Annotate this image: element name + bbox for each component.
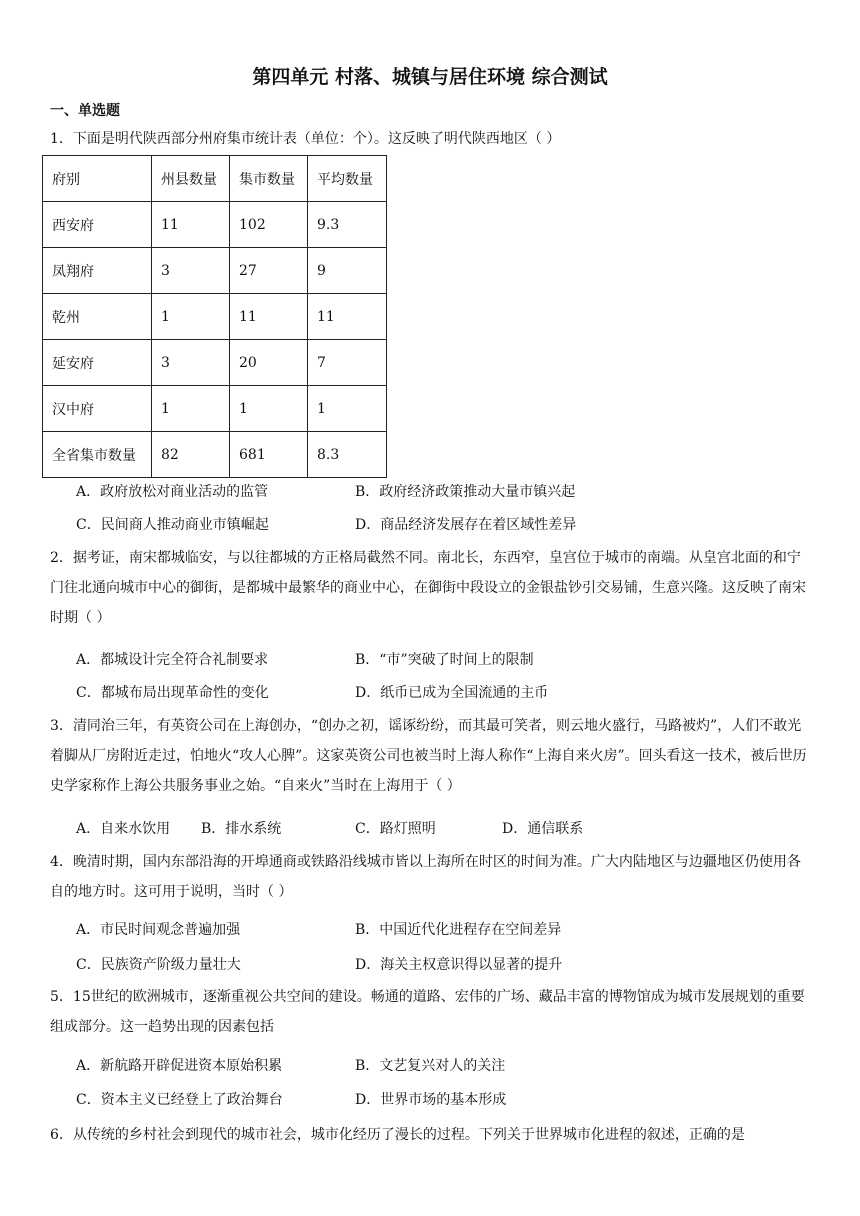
table-row [43, 340, 387, 386]
table-cell: 3 [152, 248, 230, 294]
question-5-option-b: B．文艺复兴对人的关注 [355, 1058, 506, 1074]
table-cell: 681 [230, 432, 308, 478]
table-cell: 1 [230, 386, 308, 432]
question-3-option-a: A．自来水饮用 [76, 821, 171, 837]
question-1-option-b: B．政府经济政策推动大量市镇兴起 [355, 484, 576, 500]
table-cell: 西安府 [43, 202, 152, 248]
table-cell: 20 [230, 340, 308, 386]
table-cell: 11 [152, 202, 230, 248]
table-cell: 平均数量 [308, 156, 387, 202]
section-heading: 一、单选题 [50, 103, 120, 119]
question-2-option-a: A．都城设计完全符合礼制要求 [76, 652, 269, 668]
table-cell: 102 [230, 202, 308, 248]
question-4-option-b: B．中国近代化进程存在空间差异 [355, 922, 562, 938]
question-4-option-c: C．民族资产阶级力量壮大 [76, 957, 241, 973]
question-2-option-d: D．纸币已成为全国流通的主币 [355, 685, 549, 701]
table-row [43, 432, 387, 478]
question-3-option-b: B．排水系统 [201, 821, 282, 837]
table-cell: 9 [308, 248, 387, 294]
question-4-stem: 4．晚清时期，国内东部沿海的开埠通商或铁路沿线城市皆以上海所在时区的时间为准。广大内陆地区与边疆地区仍使用各自的地方时。这可用于说明，当时（ ） [50, 854, 801, 900]
question-3-option-d: D．通信联系 [502, 821, 584, 837]
question-5-option-c: C．资本主义已经登上了政治舞台 [76, 1092, 283, 1108]
table-cell: 1 [308, 386, 387, 432]
question-3-stem: 3．清同治三年，有英资公司在上海创办，“创办之初，谣诼纷纷，而其最可笑者，则云地火盛行，马路被灼”，人们不敢光着脚从厂房附近走过，怕地火“攻人心脾”。这家英资公司也被当时上海人称作“上海自来火房”。回头看这一技术，被后世历史学家称作上海公共服务事业之始。“自来火”当时在上海用于（ ） [50, 718, 807, 794]
table-cell: 11 [230, 294, 308, 340]
table-cell: 延安府 [43, 340, 152, 386]
table-cell: 8.3 [308, 432, 387, 478]
table-cell: 1 [152, 386, 230, 432]
table-cell: 7 [308, 340, 387, 386]
table-row [43, 202, 387, 248]
table-cell: 凤翔府 [43, 248, 152, 294]
table-cell: 全省集市数量 [43, 432, 152, 478]
table-row [43, 156, 387, 202]
table-row [43, 386, 387, 432]
question-3-option-c: C．路灯照明 [355, 821, 436, 837]
table-cell: 27 [230, 248, 308, 294]
table-cell: 1 [152, 294, 230, 340]
question-5-option-d: D．世界市场的基本形成 [355, 1092, 507, 1108]
table-cell: 集市数量 [230, 156, 308, 202]
question-1-stem: 1．下面是明代陕西部分州府集市统计表（单位：个）。这反映了明代陕西地区（ ） [50, 131, 561, 147]
question-2-stem: 2．据考证，南宋都城临安，与以往都城的方正格局截然不同。南北长，东西窄，皇宫位于城市的南端。从皇宫北面的和宁门往北通向城市中心的御街，是都城中最繁华的商业中心，在御街中段设立的金银盐钞引交易铺，生意兴隆。这反映了南宋时期（ ） [50, 550, 806, 626]
market-statistics-table [42, 155, 387, 478]
question-1-option-a: A．政府放松对商业活动的监管 [76, 484, 269, 500]
table-cell: 11 [308, 294, 387, 340]
table-cell: 州县数量 [152, 156, 230, 202]
question-1-option-c: C．民间商人推动商业市镇崛起 [76, 517, 269, 533]
question-2-option-b: B．“市”突破了时间上的限制 [355, 652, 534, 668]
question-5-option-a: A．新航路开辟促进资本原始积累 [76, 1058, 283, 1074]
page-title: 第四单元 村落、城镇与居住环境 综合测试 [252, 66, 608, 88]
question-4-option-d: D．海关主权意识得以显著的提升 [355, 957, 563, 973]
table-row [43, 294, 387, 340]
table-cell: 府别 [43, 156, 152, 202]
table-cell: 9.3 [308, 202, 387, 248]
question-6-stem: 6．从传统的乡村社会到现代的城市社会，城市化经历了漫长的过程。下列关于世界城市化进程的叙述，正确的是 [50, 1127, 745, 1143]
table-cell: 3 [152, 340, 230, 386]
question-4-option-a: A．市民时间观念普遍加强 [76, 922, 241, 938]
question-5-stem: 5．15世纪的欧洲城市，逐渐重视公共空间的建设。畅通的道路、宏伟的广场、藏品丰富的博物馆成为城市发展规划的重要组成部分。这一趋势出现的因素包括 [50, 989, 805, 1035]
question-1-option-d: D．商品经济发展存在着区域性差异 [355, 517, 577, 533]
table-cell: 乾州 [43, 294, 152, 340]
question-2-option-c: C．都城布局出现革命性的变化 [76, 685, 269, 701]
table-cell: 汉中府 [43, 386, 152, 432]
table-row [43, 248, 387, 294]
table-cell: 82 [152, 432, 230, 478]
